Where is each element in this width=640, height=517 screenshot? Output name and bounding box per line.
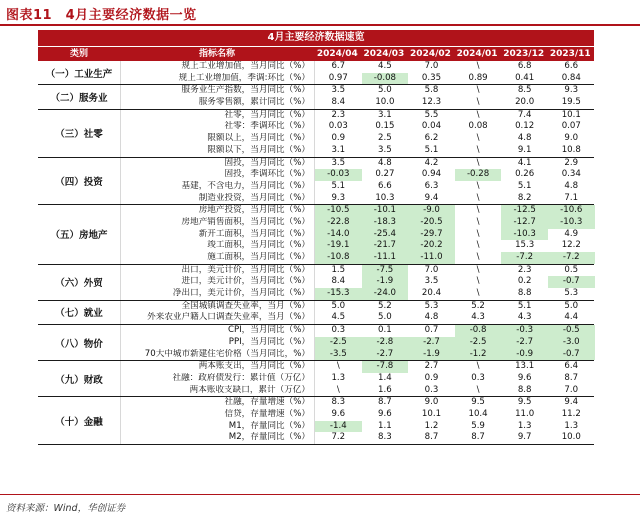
header-period: 2023/12	[503, 49, 545, 59]
value-cell: 0.03	[328, 121, 348, 132]
value-cell: 1.1	[378, 420, 392, 431]
value-cell: 4.2	[424, 157, 439, 168]
table-row	[121, 121, 595, 133]
header-period: 2024/03	[363, 49, 405, 59]
figure-title: 图表11 4月主要经济数据一览	[6, 8, 197, 23]
value-cell: 1.6	[378, 384, 392, 395]
indicator-name: 社零：季调环比（%）	[121, 121, 315, 133]
indicator-name: 竣工面积，当月同比（%）	[121, 240, 315, 252]
category-group	[38, 361, 594, 397]
category-group	[38, 265, 594, 301]
indicator-name: 限额以下，当月同比（%）	[121, 145, 315, 157]
indicator-name: 服务零售额，累计同比（%）	[121, 97, 315, 109]
indicator-name: CPI，当月同比（%）	[121, 325, 315, 337]
value-cell: 10.8	[561, 144, 581, 155]
value-cell: 8.7	[378, 397, 392, 408]
indicator-name: 新开工面积，当月同比（%）	[121, 229, 315, 241]
value-cell: 6.7	[331, 61, 346, 71]
value-cell: \	[476, 228, 480, 239]
value-cell: 8.2	[517, 192, 532, 203]
value-cell: -9.0	[408, 205, 455, 217]
value-cell: 11.0	[515, 408, 535, 419]
value-cell: 7.2	[331, 432, 346, 443]
value-cell: 7.0	[424, 61, 439, 71]
table-row	[121, 240, 595, 252]
value-cell: 12.3	[421, 97, 442, 108]
value-cell: 9.5	[517, 397, 532, 408]
category-label: （八）物价	[38, 325, 121, 360]
value-cell: 0.26	[515, 169, 535, 180]
value-cell: -25.4	[362, 229, 409, 241]
value-cell: -20.2	[408, 240, 455, 252]
indicator-name: 限额以上，当月同比（%）	[121, 133, 315, 145]
category-label: （七）就业	[38, 301, 121, 324]
value-cell: 0.07	[561, 121, 581, 132]
category-label: （五）房地产	[38, 205, 121, 263]
table-row	[121, 373, 595, 385]
value-cell: 5.3	[564, 288, 579, 299]
value-cell: -0.3	[501, 325, 548, 337]
value-cell: -1.9	[362, 276, 409, 288]
value-cell: 0.3	[471, 372, 485, 383]
value-cell: \	[336, 384, 340, 395]
value-cell: 4.3	[517, 312, 532, 323]
value-cell: 4.5	[331, 312, 346, 323]
value-cell: -0.08	[362, 73, 409, 85]
header-indicator: 指标名称	[198, 49, 235, 59]
table-row	[121, 73, 595, 85]
value-cell: -10.3	[548, 217, 595, 229]
indicator-name: 社融，存量增速（%）	[121, 397, 315, 409]
value-cell: \	[476, 288, 480, 299]
value-cell: \	[476, 384, 480, 395]
header-period: 2024/01	[456, 49, 498, 59]
value-cell: 3.5	[331, 85, 346, 96]
table-row	[121, 349, 595, 361]
category-label: （九）财政	[38, 361, 121, 396]
value-cell: 7.0	[564, 384, 579, 395]
value-cell: 3.5	[331, 157, 346, 168]
value-cell: -0.9	[501, 349, 548, 361]
value-cell: 3.1	[378, 109, 392, 120]
value-cell: 5.5	[424, 109, 439, 120]
value-cell: \	[476, 240, 480, 251]
value-cell: \	[476, 133, 480, 144]
value-cell: \	[476, 252, 480, 262]
value-cell: 9.6	[331, 408, 346, 419]
value-cell: -7.5	[362, 265, 409, 277]
value-cell: -10.5	[315, 205, 362, 217]
value-cell: 7.4	[517, 109, 532, 120]
value-cell: 0.04	[421, 121, 442, 132]
value-cell: 1.4	[378, 372, 392, 383]
value-cell: -11.1	[362, 252, 409, 264]
value-cell: 0.9	[331, 133, 346, 144]
value-cell: 9.7	[517, 432, 532, 443]
value-cell: 1.5	[331, 264, 346, 275]
value-cell: 6.3	[424, 180, 439, 191]
indicator-name: 出口，美元计价，当月同比（%）	[121, 265, 315, 277]
value-cell: -1.2	[455, 349, 502, 361]
value-cell: 5.2	[471, 300, 485, 311]
value-cell: \	[476, 361, 480, 372]
category-group	[38, 301, 594, 325]
value-cell: -2.5	[455, 337, 502, 349]
value-cell: -1.9	[408, 349, 455, 361]
value-cell: 19.5	[561, 97, 581, 108]
indicator-name: 两本账支出，当月同比（%）	[121, 361, 315, 373]
indicator-name: 净出口，美元计价，当月同比（%）	[121, 288, 315, 300]
value-cell: -0.5	[548, 325, 595, 337]
value-cell: 6.4	[564, 361, 579, 372]
value-cell: -3.0	[548, 337, 595, 349]
value-cell: -10.3	[501, 229, 548, 241]
indicator-name: 固投，季调环比（%）	[121, 169, 315, 181]
value-cell: 8.3	[331, 397, 346, 408]
value-cell: 5.1	[331, 180, 346, 191]
indicator-name: 基建，不含电力，当月同比（%）	[121, 181, 315, 193]
value-cell: 2.5	[378, 133, 392, 144]
value-cell: -12.7	[501, 217, 548, 229]
indicator-name: 固投，当月同比（%）	[121, 158, 315, 170]
value-cell: 4.3	[471, 312, 485, 323]
value-cell: 10.4	[468, 408, 488, 419]
value-cell: -7.8	[362, 361, 409, 373]
table-row	[121, 193, 595, 205]
table-row	[121, 409, 595, 421]
value-cell: 3.5	[378, 144, 392, 155]
value-cell: 20.4	[421, 288, 442, 299]
value-cell: 0.41	[515, 72, 535, 83]
value-cell: -0.03	[315, 169, 362, 181]
value-cell: -19.1	[315, 240, 362, 252]
indicator-name: 房地产投资，当月同比（%）	[121, 205, 315, 217]
value-cell: -21.7	[362, 240, 409, 252]
value-cell: -2.7	[501, 337, 548, 349]
indicator-name: 外来农业户籍人口调查失业率，当月（%）	[121, 312, 315, 324]
value-cell: 0.3	[331, 325, 346, 336]
table-row	[121, 61, 595, 73]
value-cell: 9.6	[378, 408, 392, 419]
value-cell: 8.8	[517, 288, 532, 299]
header-period: 2024/04	[316, 49, 358, 59]
value-cell: -11.0	[408, 252, 455, 264]
category-group	[38, 61, 594, 85]
value-cell: 1.2	[424, 420, 439, 431]
header-period: 2023/11	[549, 49, 591, 59]
table-row	[121, 397, 595, 409]
value-cell: \	[476, 192, 480, 203]
indicator-name: 房地产销售面积，当月同比（%）	[121, 217, 315, 229]
header-category: 类别	[69, 49, 88, 59]
category-group	[38, 205, 594, 264]
value-cell: \	[476, 180, 480, 191]
value-cell: -20.5	[408, 217, 455, 229]
value-cell: 10.1	[561, 109, 581, 120]
indicator-name: 70大中城市新建住宅价格（当月同比，%）	[121, 349, 315, 361]
value-cell: 4.8	[564, 180, 579, 191]
value-cell: 8.7	[564, 372, 579, 383]
economic-data-table	[38, 30, 594, 445]
value-cell: 5.1	[517, 180, 532, 191]
value-cell: 0.2	[517, 276, 532, 287]
indicator-name: 信贷，存量增速（%）	[121, 409, 315, 421]
value-cell: \	[476, 61, 480, 71]
value-cell: 1.3	[517, 420, 532, 431]
category-label: （十）金融	[38, 397, 121, 444]
value-cell: 2.7	[424, 361, 439, 372]
value-cell: 0.1	[378, 325, 392, 336]
indicator-name: PPI，当月同比（%）	[121, 337, 315, 349]
value-cell: -7.2	[548, 252, 595, 264]
value-cell: -2.5	[315, 337, 362, 349]
table-body	[38, 61, 594, 445]
value-cell: 5.1	[517, 300, 532, 311]
value-cell: 4.5	[378, 61, 392, 71]
value-cell: 2.3	[517, 264, 532, 275]
table-row	[121, 217, 595, 229]
value-cell: 8.5	[517, 85, 532, 96]
value-cell: -0.7	[548, 349, 595, 361]
value-cell: -22.8	[315, 217, 362, 229]
category-label: （三）社零	[38, 110, 121, 157]
indicator-name: 施工面积，当月同比（%）	[121, 252, 315, 264]
table-row	[121, 205, 595, 217]
value-cell: 13.1	[515, 361, 535, 372]
value-cell: 5.0	[378, 312, 392, 323]
table-row	[121, 301, 595, 313]
value-cell: 15.3	[515, 240, 535, 251]
table-row	[121, 181, 595, 193]
value-cell: 9.4	[564, 397, 579, 408]
source-note: 资料来源：Wind，华创证券	[6, 503, 126, 514]
value-cell: 10.3	[375, 192, 395, 203]
value-cell: 9.0	[564, 133, 579, 144]
value-cell: 0.97	[328, 72, 348, 83]
indicator-name: 社融：政府债发行：累计值（万亿）	[121, 373, 315, 385]
value-cell: 0.84	[561, 72, 581, 83]
value-cell: 4.8	[424, 312, 439, 323]
table-row	[121, 110, 595, 122]
indicator-name: 服务业生产指数，当月同比（%）	[121, 85, 315, 97]
value-cell: -10.8	[315, 252, 362, 264]
value-cell: -0.28	[455, 169, 502, 181]
value-cell: -1.4	[315, 421, 362, 433]
value-cell: 0.7	[424, 325, 439, 336]
category-label: （一）工业生产	[38, 61, 121, 84]
value-cell: -3.5	[315, 349, 362, 361]
value-cell: 11.2	[561, 408, 581, 419]
value-cell: 10.1	[421, 408, 442, 419]
value-cell: 5.8	[424, 85, 439, 96]
value-cell: 9.5	[471, 397, 485, 408]
category-group	[38, 397, 594, 445]
table-row	[121, 133, 595, 145]
value-cell: 8.8	[517, 384, 532, 395]
value-cell: \	[476, 276, 480, 287]
value-cell: 10.0	[375, 97, 395, 108]
value-cell: 2.9	[564, 157, 579, 168]
value-cell: 9.6	[517, 372, 532, 383]
source-divider	[0, 494, 640, 495]
table-row	[121, 252, 595, 264]
category-label: （二）服务业	[38, 85, 121, 108]
category-group	[38, 85, 594, 109]
value-cell: -2.7	[408, 337, 455, 349]
value-cell: 5.0	[378, 85, 392, 96]
value-cell: 0.35	[421, 72, 442, 83]
value-cell: 0.08	[468, 121, 488, 132]
indicator-name: 社零，当月同比（%）	[121, 110, 315, 122]
value-cell: 0.34	[561, 169, 581, 180]
title-divider	[0, 24, 640, 26]
value-cell: 0.15	[375, 121, 395, 132]
value-cell: 7.0	[424, 264, 439, 275]
value-cell: 4.1	[517, 157, 532, 168]
value-cell: 5.9	[471, 420, 485, 431]
value-cell: -7.2	[501, 252, 548, 264]
value-cell: 6.2	[424, 133, 439, 144]
value-cell: \	[476, 205, 480, 216]
table-row	[121, 158, 595, 170]
value-cell: \	[476, 216, 480, 227]
value-cell: 5.3	[424, 300, 439, 311]
value-cell: 4.8	[517, 133, 532, 144]
value-cell: 9.1	[517, 144, 532, 155]
value-cell: 0.12	[515, 121, 535, 132]
value-cell: 20.0	[515, 97, 535, 108]
category-group	[38, 325, 594, 361]
table-row	[121, 385, 595, 397]
table-row	[121, 229, 595, 241]
value-cell: 4.9	[564, 228, 579, 239]
value-cell: 1.3	[331, 372, 346, 383]
indicator-name: M1，存量同比（%）	[121, 421, 315, 433]
category-label: （六）外贸	[38, 265, 121, 300]
table-row	[121, 421, 595, 433]
value-cell: 4.4	[564, 312, 579, 323]
table-row	[121, 85, 595, 97]
value-cell: 4.8	[378, 157, 392, 168]
value-cell: \	[476, 85, 480, 96]
indicator-name: 两本账收支缺口，累计（万亿）	[121, 385, 315, 397]
indicator-name: 进口，美元计价，当月同比（%）	[121, 276, 315, 288]
value-cell: 9.0	[424, 397, 439, 408]
indicator-name: 规上工业增加值，季调:环比（%）	[121, 73, 315, 85]
value-cell: 9.3	[564, 85, 579, 96]
value-cell: -10.6	[548, 205, 595, 217]
value-cell: 8.3	[378, 432, 392, 443]
value-cell: \	[476, 264, 480, 275]
value-cell: -2.8	[362, 337, 409, 349]
table-row	[121, 337, 595, 349]
value-cell: 3.5	[424, 276, 439, 287]
table-row	[121, 97, 595, 109]
value-cell: 5.1	[424, 144, 439, 155]
value-cell: 1.3	[564, 420, 579, 431]
value-cell: -29.7	[408, 229, 455, 241]
value-cell: 5.2	[378, 300, 392, 311]
value-cell: 12.2	[561, 240, 581, 251]
value-cell: \	[476, 144, 480, 155]
table-row	[121, 325, 595, 337]
value-cell: 6.8	[517, 61, 532, 71]
indicator-name: 规上工业增加值，当月同比（%）	[121, 61, 315, 73]
value-cell: 0.27	[375, 169, 395, 180]
value-cell: -14.0	[315, 229, 362, 241]
table-row	[121, 169, 595, 181]
table-row	[121, 145, 595, 157]
category-label: （四）投资	[38, 158, 121, 205]
value-cell: 6.6	[564, 61, 579, 71]
table-row	[121, 361, 595, 373]
table-header	[38, 46, 594, 61]
value-cell: 8.7	[424, 432, 439, 443]
value-cell: 0.89	[468, 72, 488, 83]
value-cell: 3.1	[331, 144, 346, 155]
table-row	[121, 276, 595, 288]
table-row	[121, 288, 595, 300]
indicator-name: 全国城镇调查失业率，当月（%）	[121, 301, 315, 313]
value-cell: -18.3	[362, 217, 409, 229]
value-cell: -2.7	[362, 349, 409, 361]
indicator-name: 制造业投资，当月同比（%）	[121, 193, 315, 205]
value-cell: 5.0	[564, 300, 579, 311]
header-period: 2024/02	[410, 49, 451, 59]
value-cell: 7.1	[564, 192, 579, 203]
value-cell: \	[476, 109, 480, 120]
value-cell: 0.5	[564, 264, 579, 275]
value-cell: 0.94	[421, 169, 442, 180]
category-group	[38, 110, 594, 158]
value-cell: \	[476, 97, 480, 108]
table-row	[121, 265, 595, 277]
value-cell: 9.3	[331, 192, 346, 203]
value-cell: 0.3	[424, 384, 439, 395]
value-cell: -24.0	[362, 288, 409, 300]
value-cell: 6.6	[378, 180, 392, 191]
table-row	[121, 312, 595, 324]
value-cell: -0.8	[455, 325, 502, 337]
table-row	[121, 432, 595, 444]
category-group	[38, 158, 594, 206]
value-cell: 8.4	[331, 276, 346, 287]
value-cell: 5.0	[331, 300, 346, 311]
value-cell: 9.4	[424, 192, 439, 203]
value-cell: -15.3	[315, 288, 362, 300]
value-cell: \	[476, 157, 480, 168]
indicator-name: M2，存量同比（%）	[121, 432, 315, 444]
value-cell: -0.7	[548, 276, 595, 288]
value-cell: 2.3	[331, 109, 346, 120]
value-cell: 0.9	[424, 372, 439, 383]
value-cell: 10.0	[561, 432, 581, 443]
value-cell: 8.4	[331, 97, 346, 108]
value-cell: \	[336, 361, 340, 372]
value-cell: -10.1	[362, 205, 409, 217]
value-cell: -12.5	[501, 205, 548, 217]
value-cell: 8.7	[471, 432, 485, 443]
table-title: 4月主要经济数据速览	[38, 30, 594, 46]
